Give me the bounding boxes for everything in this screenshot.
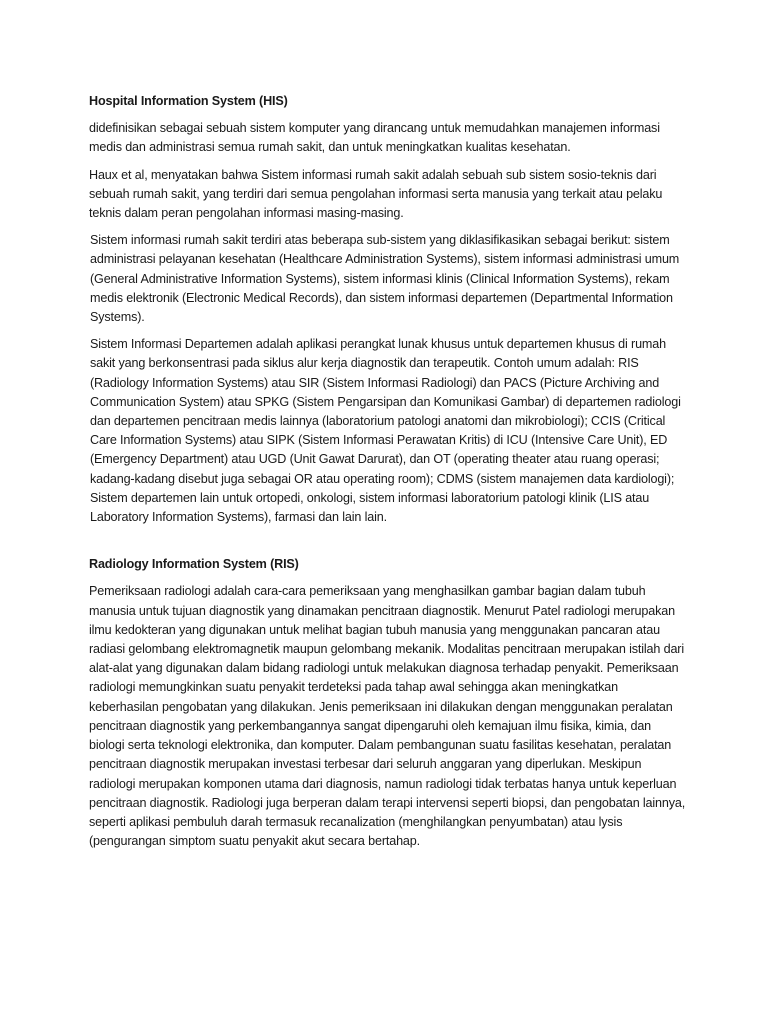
section-spacer bbox=[89, 535, 689, 555]
paragraph-radiology: Pemeriksaan radiologi adalah cara-cara pemeriksaan yang menghasilkan gambar bagian dalam tubuh manusia untuk tujuan diagnostik yang dinamakan pencitraan diagnostik. Menurut Patel radiologi merupakan ilmu kedokteran yang digunakan untuk melihat bagian tubuh manusia yang menggunakan pancaran atau radiasi gelombang elektromagnetik maupun gelombang mekanik. Modalitas pencitraan merupakan istilah dari alat-alat yang digunakan dalam bidang radiologi untuk melakukan diagnosa terhadap penyakit. Pemeriksaan radiologi memungkinkan suatu penyakit terdeteksi pada tahap awal sehingga akan meningkatkan keberhasilan pengobatan yang dilakukan. Jenis pemeriksaan ini dilakukan dengan menggunakan peralatan pencitraan diagnostik yang perkembangannya sangat dipengaruhi oleh kemajuan ilmu fisika, kimia, dan biologi serta teknologi elektronika, dan komputer. Dalam pembangunan suatu fasilitas kesehatan, peralatan pencitraan diagnostik merupakan investasi terbesar dari seluruh anggaran yang diperlukan. Meskipun radiologi merupakan komponen utama dari diagnosis, namun radiologi tidak terbatas hanya untuk keperluan pencitraan diagnostik. Radiologi juga berperan dalam terapi intervensi seperti biopsi, dan pengobatan lainnya, seperti aplikasi pembuluh darah termasuk recanalization (menghilangkan penyumbatan) atau lysis (pengurangan simptom suatu penyakit akut secara bertahap. bbox=[89, 584, 686, 849]
paragraph-his-definition: didefinisikan sebagai sebuah sistem komputer yang dirancang untuk memudahkan manajemen informasi medis dan administrasi semua rumah sakit, dan untuk meningkatkan kualitas kesehatan. bbox=[89, 121, 660, 155]
document-body bbox=[89, 92, 689, 859]
section-heading-his: Hospital Information System (HIS) bbox=[89, 94, 288, 108]
section-heading-ris: Radiology Information System (RIS) bbox=[89, 557, 299, 572]
paragraph-subsystems: Sistem informasi rumah sakit terdiri atas beberapa sub-sistem yang diklasifikasikan sebagai berikut: sistem administrasi pelayanan kesehatan (Healthcare Administration Systems), sistem informasi administrasi umum (General Administrative Information Systems), sistem informasi klinis (Clinical Information Systems), rekam medis elektronik (Electronic Medical Records), dan sistem informasi departemen (Departmental Information Systems). bbox=[90, 233, 680, 325]
paragraph-haux: Haux et al, menyatakan bahwa Sistem informasi rumah sakit adalah sebuah sub sistem sosio-teknis dari sebuah rumah sakit, yang terdiri dari semua pengolahan informasi serta manusia yang terkait atau pelaku teknis dalam peran pengolahan informasi masing-masing. bbox=[89, 167, 663, 221]
paragraph-departmental-systems: Sistem Informasi Departemen adalah aplikasi perangkat lunak khusus untuk departemen khusus di rumah sakit yang berkonsentrasi pada siklus alur kerja diagnostik dan terapeutik. Contoh umum adalah: RIS (Radiology Information Systems) atau SIR (Sistem Informasi Radiologi) dan PACS (Picture Archiving and Communication System) atau SPKG (Sistem Pengarsipan dan Komunikasi Gambar) di departemen radiologi dan departemen pencitraan medis lainnya (laboratorium patologi anatomi dan mikrobiologi); CCIS (Critical Care Information Systems) atau SIPK (Sistem Informasi Perawatan Kritis) di ICU (Intensive Care Unit), ED (Emergency Department) atau UGD (Unit Gawat Darurat), dan OT (operating theater atau ruang operasi; kadang-kadang disebut juga sebagai OR atau operating room); CDMS (sistem manajemen data kardiologi); Sistem departemen lain untuk ortopedi, onkologi, sistem informasi laboratorium patologi klinik (LIS atau Laboratory Information Systems), farmasi dan lain lain. bbox=[90, 337, 681, 525]
